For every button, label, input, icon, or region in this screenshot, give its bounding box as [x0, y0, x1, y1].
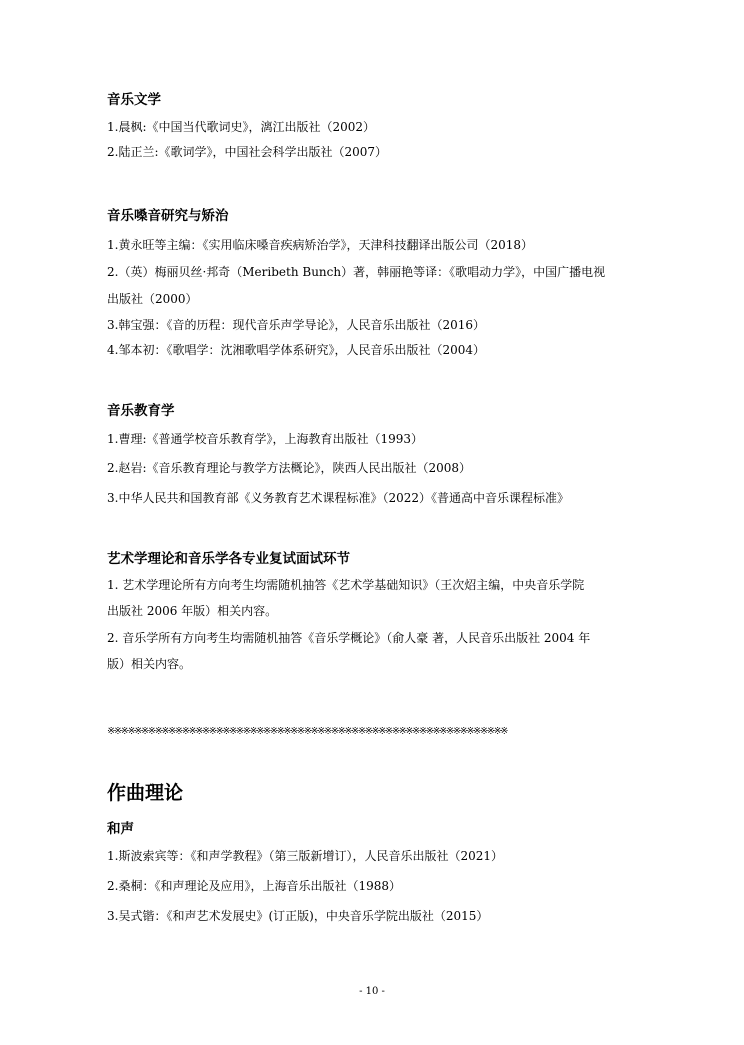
list-item: 1.晨枫:《中国当代歌词史》，漓江出版社（2002） [107, 120, 376, 134]
section-heading-interview: 艺术学理论和音乐学各专业复试面试环节 [107, 551, 350, 567]
list-item: 1.曹理:《普通学校音乐教育学》，上海教育出版社（1993） [107, 432, 424, 446]
section-heading-music-education: 音乐教育学 [107, 403, 175, 419]
section-heading-voice-research: 音乐嗓音研究与矫治 [107, 208, 229, 224]
list-item-continuation: 出版社（2000） [107, 292, 198, 306]
list-item: 2. 音乐学所有方向考生均需随机抽答《音乐学概论》（俞人豪 著，人民音乐出版社 2004 年 [107, 631, 591, 645]
page-number: - 10 - [359, 986, 385, 997]
separator-line: ※※※※※※※※※※※※※※※※※※※※※※※※※※※※※※※※※※※※※※※※※※※※※※※※※※※※※※※※※※※ [107, 726, 507, 737]
section-heading-music-literature: 音乐文学 [107, 92, 161, 108]
subheading-harmony: 和声 [107, 821, 134, 837]
list-item: 2.（英）梅丽贝丝·邦奇（Meribeth Bunch）著，韩丽艳等译：《歌唱动力学》，中国广播电视 [107, 265, 606, 279]
list-item: 3.韩宝强：《音的历程：现代音乐声学导论》，人民音乐出版社（2016） [107, 318, 485, 332]
list-item: 3.吴式锴：《和声艺术发展史》(订正版)，中央音乐学院出版社（2015） [107, 909, 489, 923]
list-item: 2.陆正兰:《歌词学》，中国社会科学出版社（2007） [107, 145, 388, 159]
list-item-continuation: 出版社 2006 年版）相关内容。 [107, 604, 278, 618]
list-item: 3.中华人民共和国教育部《义务教育艺术课程标准》（2022）《普通高中音乐课程标准》 [107, 491, 569, 505]
list-item-continuation: 版）相关内容。 [107, 657, 192, 671]
list-item: 2.桑桐：《和声理论及应用》，上海音乐出版社（1988） [107, 879, 401, 893]
list-item: 4.邹本初：《歌唱学：沈湘歌唱学体系研究》，人民音乐出版社（2004） [107, 343, 485, 357]
list-item: 1.黄永旺等主编：《实用临床嗓音疾病矫治学》，天津科技翻译出版公司（2018） [107, 238, 533, 252]
list-item: 2.赵岩:《音乐教育理论与教学方法概论》，陕西人民出版社（2008） [107, 461, 472, 475]
list-item: 1.斯波索宾等：《和声学教程》（第三版新增订），人民音乐出版社（2021） [107, 849, 503, 863]
list-item: 1. 艺术学理论所有方向考生均需随机抽答《艺术学基础知识》（王次炤主编，中央音乐学院 [107, 578, 585, 592]
section-title-composition: 作曲理论 [107, 782, 184, 804]
